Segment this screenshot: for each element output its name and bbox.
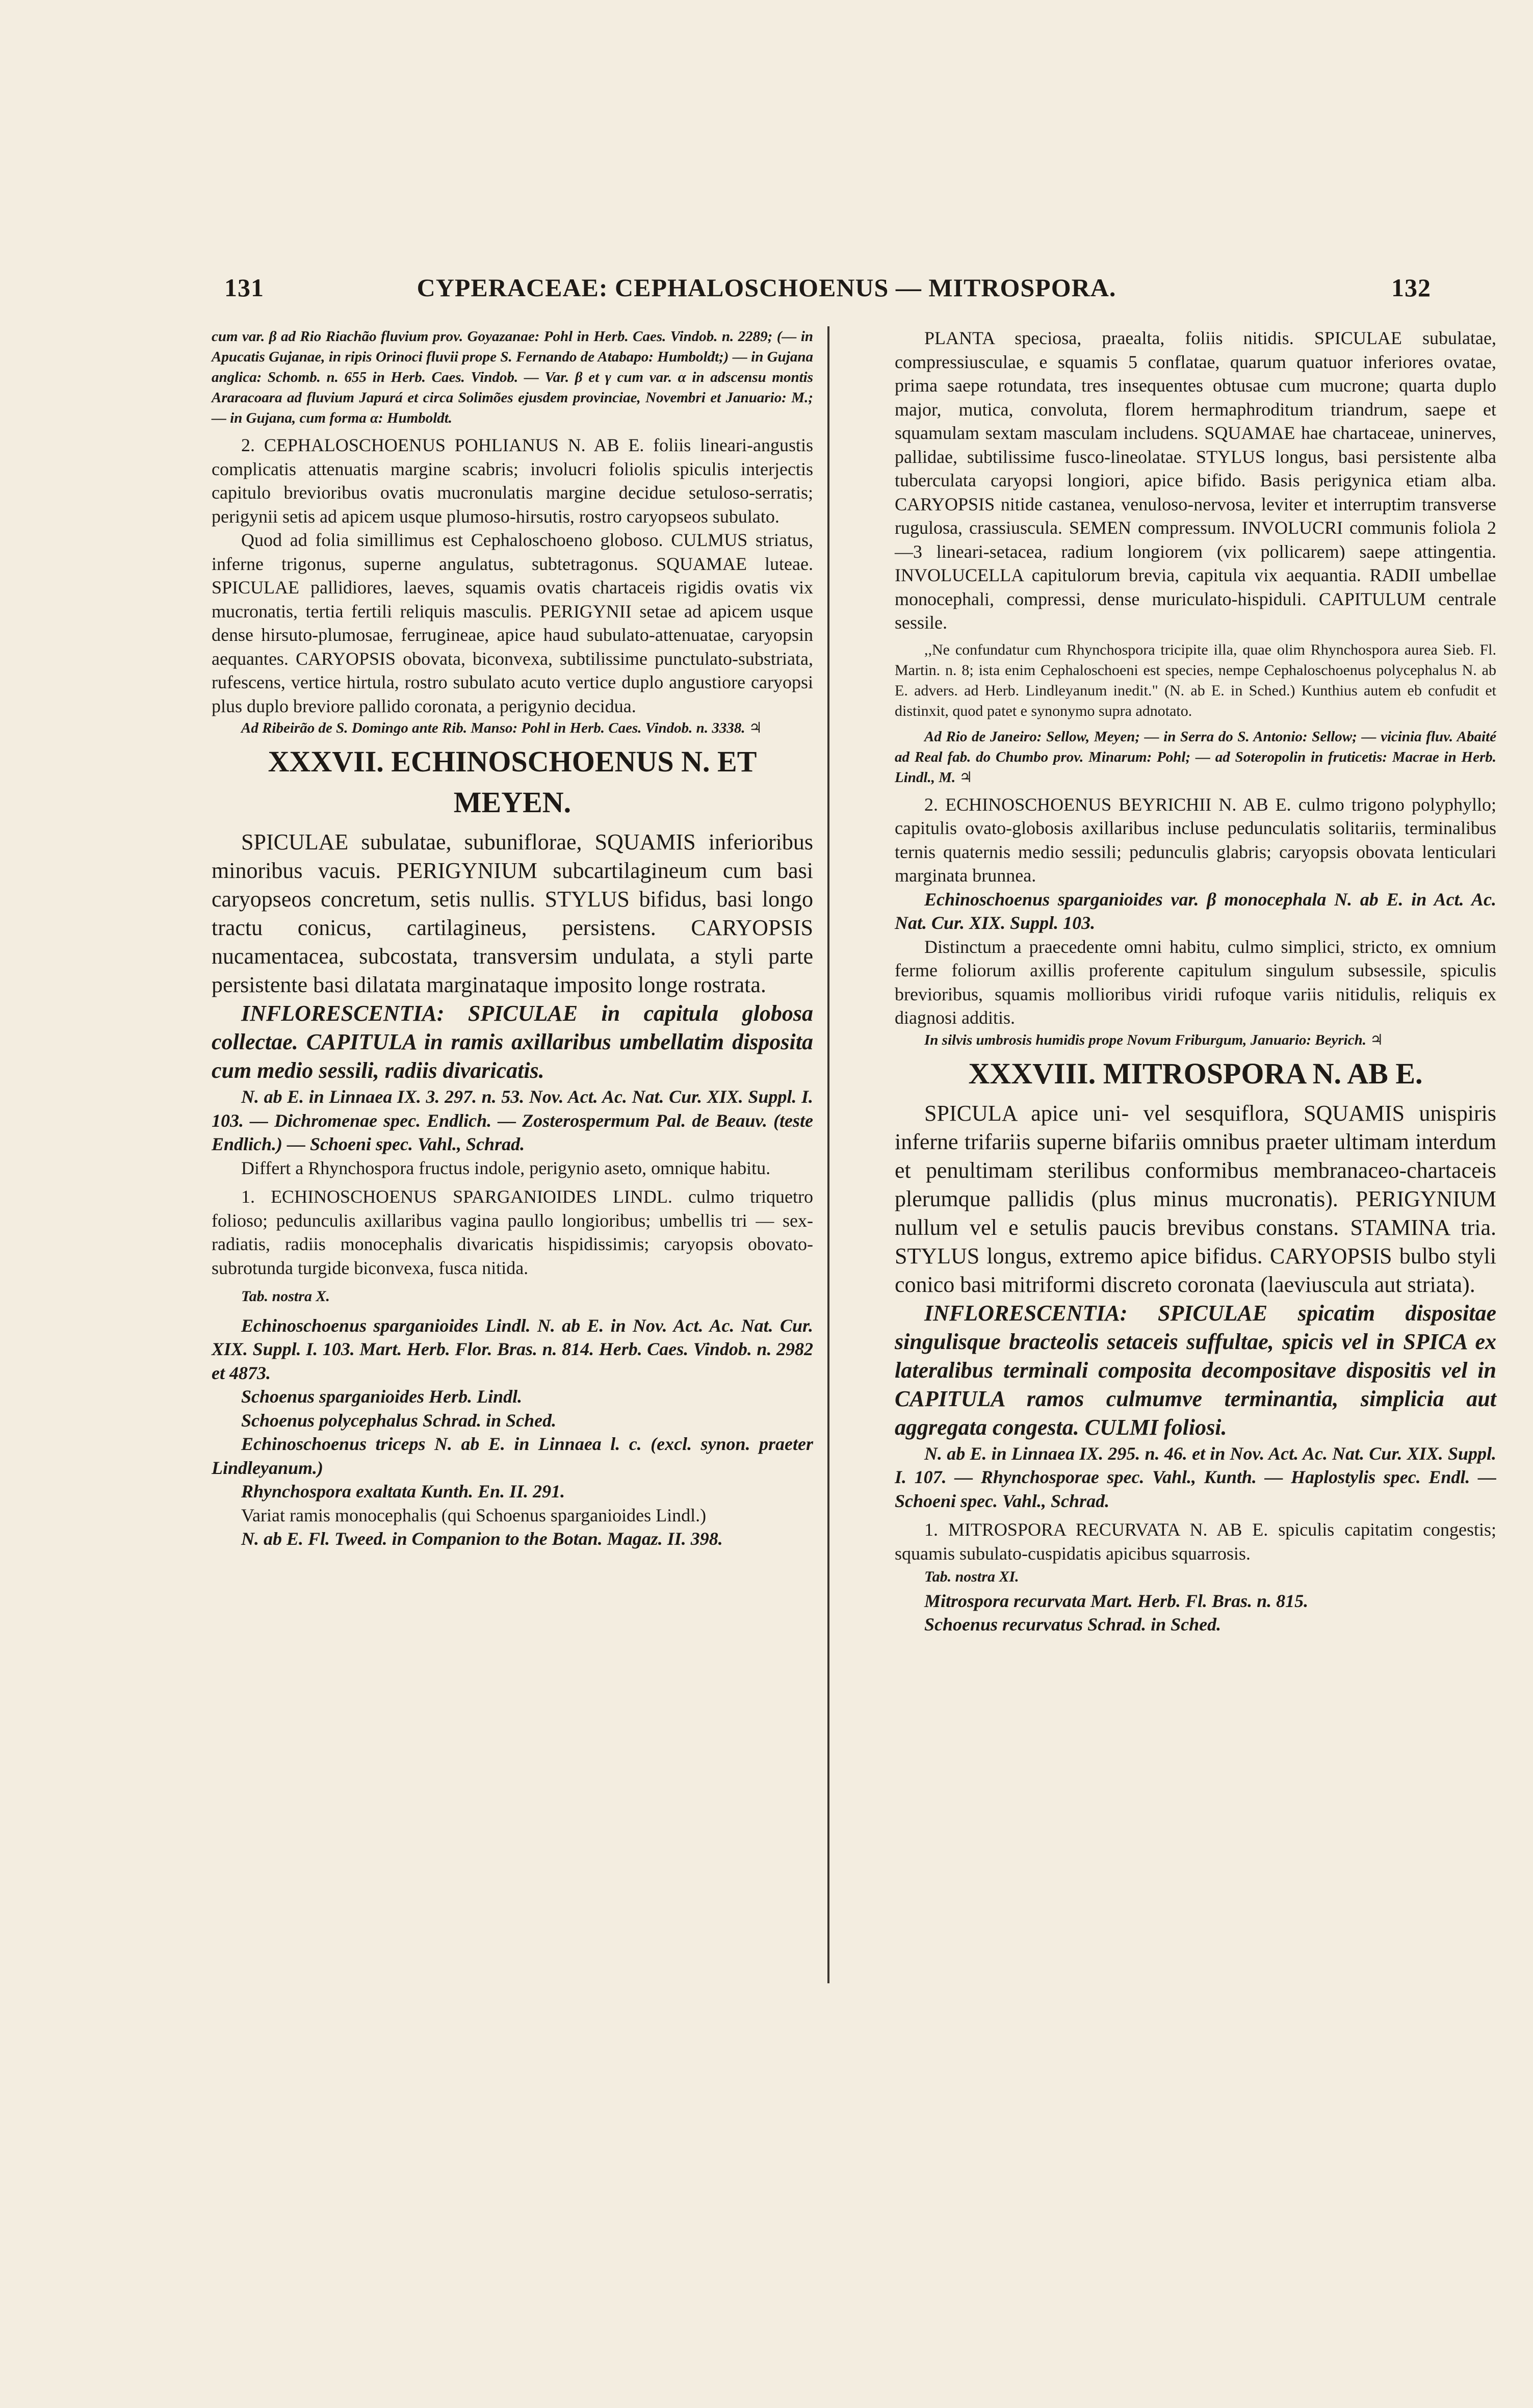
species-locality: In silvis umbrosis humidis prope Novum Friburgum, Januario: Beyrich. ♃ [924,1031,1384,1048]
species-mitrospora-recurvata: 1. MITROSPORA RECURVATA N. AB E. spiculis capitatim congestis; squamis subulato-cuspidatis apicibus squarrosis. [895,1519,1496,1564]
genus-description: SPICULA apice uni- vel sesquiflora, SQUAMIS unispiris inferne trifariis superne bifariis omnibus praeter ultimam interdum et penultimam sterilibus conformibus membranaceo-chartaceis plerumque pallidis (plus minus mucronatis). PERIGYNIUM nullum vel e setulis paucis brevibus constans. STAMINA tria. STYLUS longus, extremo apice bifidus. CARYOPSIS bulbo styli conico basi mitriformi discreto coronata (laeviuscula aut striata). [895,1100,1496,1297]
plate-reference: Tab. nostra XI. [924,1568,1019,1585]
running-title: CYPERACEAE: CEPHALOSCHOENUS — MITROSPORA. [417,273,1116,302]
plant-description: PLANTA speciosa, praealta, foliis nitidis. SPICULAE subulatae, compressiusculae, e squamis 5 conflatae, quarum quatuor inferiores ovatae, prima saepe rotundata, tres insequentes obtusae cum mucrone; quarta duplo major, mutica, convoluta, florem hermaphroditum triandrum, saepe et squamulam sextam masculam includens. SQUAMAE hae chartaceae, uninerves, pallidae, subtilissime fusco-lineolatae. STYLUS longus, basi persistente alba tuberculata caryopsi longiori, apice bifido. Basis perigynica etiam alba. CARYOPSIS nitide castanea, venuloso-nervosa, leviter et interruptim transverse rugulosa, crassiuscula. SEMEN compressum. INVOLUCRI communis foliola 2—3 lineari-setacea, radium longiorem (vix pollicarem) saepe attingentia. INVOLUCELLA capitulorum brevia, capitula vix aequantia. RADII umbellae monocephali, compressi, dense muriculato-hispiduli. CAPITULUM centrale sessile. [895,328,1496,633]
genus-description: SPICULAE subulatae, subuniflorae, SQUAMIS inferioribus minoribus vacuis. PERIGYNIUM subcartilagineum cum basi caryopseos concretum, setis nullis. STYLUS bifidus, basi longo tractu conicus, cartilagineus, persistens. CARYOPSIS nucamentacea, subcostata, transversim undulata, a styli parte persistente basi dilatata marginataque imposito longe rostrata. [212,830,813,997]
variety-reference: N. ab E. Fl. Tweed. in Companion to the Botan. Magaz. II. 398. [241,1529,723,1549]
left-column [212,326,813,1551]
inflorescence-description: INFLORESCENTIA: SPICULAE spicatim dispositae singulisque bracteolis setaceis suffultae, spicis vel in SPICA ex lateralibus terminali composita decompositave dispositis vel in CAPITULA ramos culmumve terminantia, simplicia aut aggregata congesta. CULMI foliosi. [895,1300,1496,1440]
inflorescence-description: INFLORESCENTIA: SPICULAE in capitula globosa collectae. CAPITULA in ramis axillaribus umbellatim disposita cum medio sessili, radiis divaricatis. [212,1001,813,1083]
genus-differentia: Differt a Rhynchospora fructus indole, perigynio aseto, omnique habitu. [241,1157,771,1178]
species-locality: Ad Ribeirão de S. Domingo ante Rib. Manso: Pohl in Herb. Caes. Vindob. n. 3338. ♃ [241,720,762,736]
species-description: Quod ad folia simillimus est Cephaloschoeno globoso. CULMUS striatus, inferne trigonus, superne angulatus, subtetragonus. SQUAMAE luteae. SPICULAE pallidiores, laeves, squamis ovatis chartaceis rigidis ovatis vix mucronatis, tertia fertili reliquis masculis. PERIGYNII setae ad apicem usque dense hirsuto-plumosae, ferrugineae, apice haud subulato-attenuatae, caryopsin aequantes. CARYOPSIS obovata, biconvexa, subtilissime punctulato-substriata, rufescens, vertice hirtula, rostro subulato acuto vertice duplo angustiore caryopsi plus duplo breviore pallido coronata, a perigynio decidua. [212,530,813,716]
species-cephaloschoenus-pohlianus: 2. CEPHALOSCHOENUS POHLIANUS N. AB E. foliis lineari-angustis complicatis attenuatis margine scabris; involucri foliolis spiculis interjectis capitulo brevioribus ovatis mucronulatis margine decidue setuloso-serratis; perigynii setis ad apicem usque plumoso-hirsutis, rostro caryopseos subulato. [212,435,813,527]
page-number-left: 131 [224,273,264,302]
genus-references: N. ab E. in Linnaea IX. 295. n. 46. et in Nov. Act. Ac. Nat. Cur. XIX. Suppl. I. 107. — Rhynchosporae spec. Vahl., Kunth. — Haplostylis spec. Endl. — Schoeni spec. Vahl., Schrad. [895,1443,1496,1511]
synonym-line: Echinoschoenus triceps N. ab E. in Linnaea l. c. (excl. synon. praeter Lindleyanum.) [212,1434,813,1478]
synonym-line: Mitrospora recurvata Mart. Herb. Fl. Bras. n. 815. [924,1590,1309,1611]
synonym-line: Schoenus polycephalus Schrad. in Sched. [241,1410,557,1431]
genus-references: N. ab E. in Linnaea IX. 3. 297. n. 53. Nov. Act. Ac. Nat. Cur. XIX. Suppl. I. 103. — Dichromenae spec. Endlich. — Zosterospermum Pal. de Beauv. (teste Endlich.) — Schoeni spec. Vahl., Schrad. [212,1086,813,1154]
synonym-line: Schoenus sparganioides Herb. Lindl. [241,1386,523,1407]
page-number-right: 132 [1391,273,1431,302]
species-notes: Distinctum a praecedente omni habitu, culmo simplici, stricto, ex omnium ferme foliorum axillis proferente capitulum singulum subsessile, spiculis brevioribus, squamis mollioribus viridi rufoque variis nitidulis, reliquis ex diagnosi additis. [895,936,1496,1028]
species-locality: Ad Rio de Janeiro: Sellow, Meyen; — in Serra do S. Antonio: Sellow; — vicinia fluv. Abaité ad Real fab. do Chumbo prov. Minarum: Pohl; — ad Soteropolin in fruticetis: Macrae in Herb. Lindl., M. ♃ [895,728,1496,786]
genus-heading-mitrospora: XXXVIII. MITROSPORA N. AB E. [968,1056,1423,1090]
synonym-line: Echinoschoenus sparganioides Lindl. N. ab E. in Nov. Act. Ac. Nat. Cur. XIX. Suppl. I. 103. Mart. Herb. Flor. Bras. n. 814. Herb. Caes. Vindob. n. 2982 et 4873. [212,1315,813,1383]
locality-continuation: cum var. β ad Rio Riachão fluvium prov. Goyazanae: Pohl in Herb. Caes. Vindob. n. 2289; (— in Apucatis Gujanae, in ripis Orinoci fluvii prope S. Fernando de Atabapo: Humboldt;) — in Gujana anglica: Schomb. n. 655 in Herb. Caes. Vindob. — Var. β et γ cum var. α in adscensu montis Araracoara ad fluvium Japurá et circa Solimões ejusdem provinciae, Novembri et Januario: M.; — in Gujana, cum forma α: Humboldt. [212,328,813,426]
plate-reference: Tab. nostra X. [241,1288,330,1305]
species-synonym: Echinoschoenus sparganioides var. β monocephala N. ab E. in Act. Ac. Nat. Cur. XIX. Suppl. 103. [895,889,1496,933]
species-echinoschoenus-sparganioides: 1. ECHINOSCHOENUS SPARGANIOIDES LINDL. culmo triquetro folioso; pedunculis axillaribus vagina paullo longioribus; umbellis tri — sex-radiatis, radiis monocephalis divaricatis hispidissimis; caryopsis obovato-subrotunda turgide biconvexa, fusca nitida. [212,1186,813,1278]
synonym-line: Rhynchospora exaltata Kunth. En. II. 291. [241,1481,565,1501]
right-column [895,326,1496,1637]
genus-heading-echinoschoenus: XXXVII. ECHINOSCHOENUS N. ET MEYEN. [268,745,757,819]
variety-note: Variat ramis monocephalis (qui Schoenus sparganioides Lindl.) [241,1505,707,1525]
column-divider [827,326,829,1983]
synonym-line: Schoenus recurvatus Schrad. in Sched. [924,1614,1222,1635]
confusion-note: ,,Ne confundatur cum Rhynchospora tricipite illa, quae olim Rhynchospora aurea Sieb. Fl. Martin. n. 8; ista enim Cephaloschoeni est species, nempe Cephaloschoenus polycephalus N. ab E. advers. ad Herb. Lindleyanum inedit." (N. ab E. in Sched.) Kunthius autem eb confudit et distinxit, quod patet e synonymo supra adnotato. [895,641,1496,719]
species-echinoschoenus-beyrichii: 2. ECHINOSCHOENUS BEYRICHII N. AB E. culmo trigono polyphyllo; capitulis ovato-globosis axillaribus incluse pedunculatis solitariis, terminalibus ternis quaternis medio sessili; pedunculis glabris; caryopsis obovata lenticulari marginata brunnea. [895,794,1496,886]
